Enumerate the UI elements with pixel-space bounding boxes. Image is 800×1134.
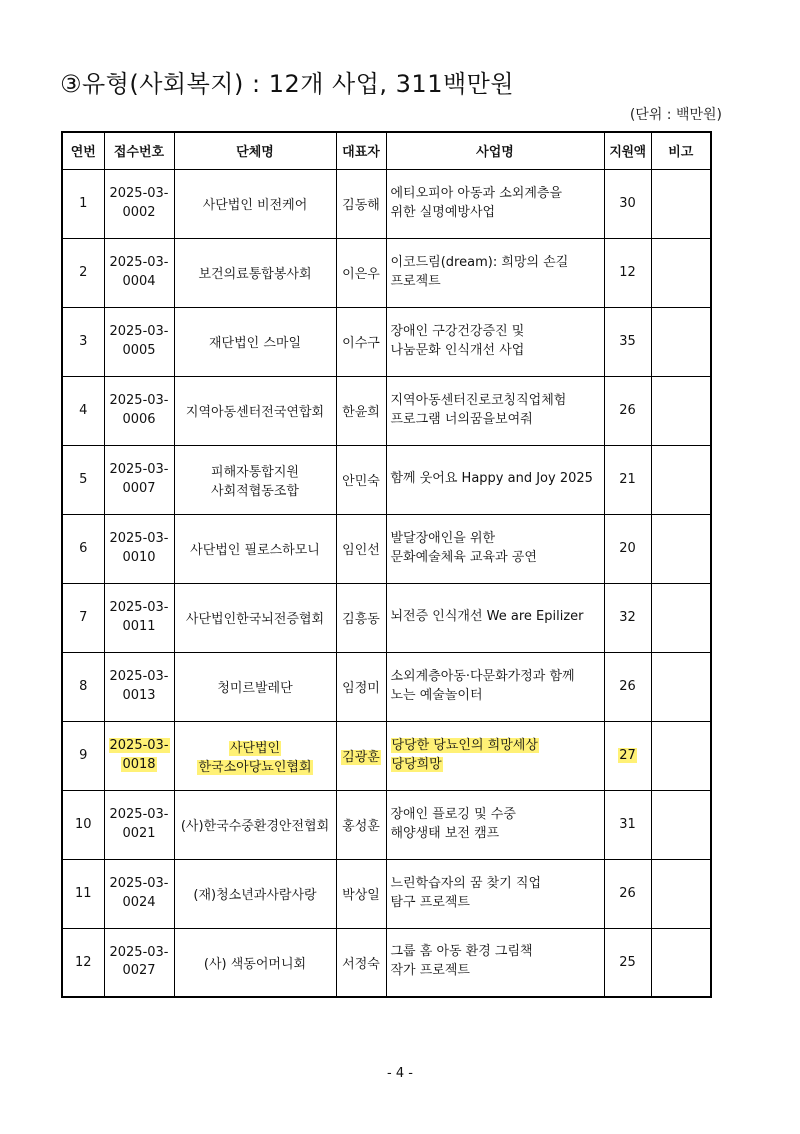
header-receipt: 접수번호 (104, 132, 174, 169)
project-name (386, 376, 604, 445)
representative-text: 임정미 (342, 681, 380, 696)
table-row (62, 445, 711, 514)
header-amount: 지원액 (604, 132, 651, 169)
representative (336, 238, 386, 307)
project-name-text: 노는 예술놀이터 (390, 687, 483, 703)
receipt-number-text: 0010 (122, 549, 156, 565)
receipt-number-text: 2025-03- (109, 324, 169, 340)
project-name (386, 514, 604, 583)
project-name-text: 그룹 홈 아동 환경 그림책 (390, 944, 533, 960)
table-row (62, 859, 711, 928)
project-name-text: 장애인 구강건강증진 및 (390, 323, 525, 339)
support-amount-text: 26 (619, 403, 636, 418)
support-amount (604, 583, 651, 652)
support-amount (604, 445, 651, 514)
support-amount-text: 27 (619, 748, 636, 763)
receipt-number (104, 238, 174, 307)
support-amount-text: 26 (619, 886, 636, 901)
row-number (62, 721, 104, 790)
support-amount-text: 21 (619, 472, 636, 487)
support-amount-text: 30 (619, 196, 636, 211)
support-amount-text: 35 (619, 334, 636, 349)
organization-name-text: (재)청소년과사람사랑 (193, 888, 317, 903)
header-org: 단체명 (174, 132, 336, 169)
organization-name-text: 사회적협동조합 (211, 483, 299, 499)
receipt-number-text: 2025-03- (109, 255, 169, 271)
organization-name-text: (사)한국수중환경안전협회 (180, 819, 330, 834)
project-name (386, 445, 604, 514)
support-amount-text: 31 (619, 817, 636, 832)
organization-name-text: 사단법인 필로스하모니 (190, 543, 320, 558)
receipt-number (104, 445, 174, 514)
organization-name (174, 583, 336, 652)
row-number-text: 3 (79, 334, 88, 349)
receipt-number (104, 790, 174, 859)
project-name (386, 583, 604, 652)
organization-name-text: 사단법인 비전케어 (202, 198, 308, 213)
project-name-text: 소외계층아동·다문화가정과 함께 (390, 668, 575, 684)
table-row (62, 790, 711, 859)
project-name-text: 함께 웃어요 Happy and Joy 2025 (390, 471, 593, 487)
project-name (386, 169, 604, 238)
representative-text: 김광훈 (342, 750, 380, 765)
representative (336, 583, 386, 652)
header-note: 비고 (651, 132, 711, 169)
note (651, 859, 711, 928)
project-name (386, 721, 604, 790)
note (651, 790, 711, 859)
receipt-number (104, 859, 174, 928)
receipt-number (104, 652, 174, 721)
receipt-number (104, 721, 174, 790)
note (651, 238, 711, 307)
row-number (62, 238, 104, 307)
receipt-number-text: 0024 (122, 894, 156, 910)
table-row (62, 238, 711, 307)
receipt-number-text: 0005 (122, 342, 156, 358)
support-amount-text: 12 (619, 265, 636, 280)
organization-name (174, 376, 336, 445)
organization-name (174, 790, 336, 859)
row-number (62, 514, 104, 583)
organization-name-text: 보건의료통합봉사회 (198, 267, 312, 282)
project-name-text: 탐구 프로젝트 (390, 894, 470, 910)
support-amount (604, 928, 651, 997)
project-name (386, 790, 604, 859)
organization-name-text: (사) 색동어머니회 (203, 956, 307, 972)
support-amount (604, 514, 651, 583)
receipt-number (104, 376, 174, 445)
row-number-text: 10 (74, 817, 92, 832)
support-amount-text: 26 (619, 679, 636, 694)
representative-text: 김동해 (342, 198, 380, 213)
receipt-number (104, 928, 174, 997)
receipt-number (104, 307, 174, 376)
organization-name (174, 445, 336, 514)
organization-name-text: 재단법인 스마일 (208, 336, 302, 351)
receipt-number-text: 2025-03- (109, 945, 169, 961)
representative (336, 790, 386, 859)
receipt-number-text: 0007 (122, 480, 156, 496)
row-number (62, 928, 104, 997)
support-amount (604, 790, 651, 859)
table-row (62, 721, 711, 790)
row-number (62, 652, 104, 721)
receipt-number-text: 0011 (122, 618, 156, 634)
project-name (386, 928, 604, 997)
project-name (386, 859, 604, 928)
project-name-text: 문화예술체육 교육과 공연 (390, 549, 537, 565)
table-row (62, 307, 711, 376)
organization-name (174, 307, 336, 376)
representative (336, 445, 386, 514)
row-number (62, 307, 104, 376)
project-name-text: 위한 실명예방사업 (390, 204, 496, 220)
note (651, 928, 711, 997)
unit-label: (단위 : 백만원) (629, 107, 722, 123)
table-row (62, 652, 711, 721)
project-name-text: 느린학습자의 꿈 찾기 직업 (390, 875, 542, 891)
representative (336, 652, 386, 721)
receipt-number-text: 0006 (122, 411, 156, 427)
representative-text: 임인선 (342, 543, 380, 558)
row-number (62, 445, 104, 514)
row-number-text: 2 (79, 265, 88, 280)
receipt-number-text: 2025-03- (109, 669, 169, 685)
receipt-number-text: 2025-03- (109, 738, 169, 754)
organization-name-text: 한국소아당뇨인협회 (198, 759, 312, 775)
representative-text: 이수구 (342, 336, 380, 351)
row-number-text: 5 (79, 472, 88, 487)
support-amount-text: 32 (619, 610, 636, 625)
note (651, 721, 711, 790)
project-name-text: 발달장애인을 위한 (390, 530, 496, 546)
receipt-number (104, 514, 174, 583)
row-number (62, 376, 104, 445)
page-title: ③유형(사회복지) : 12개 사업, 311백만원 (60, 70, 515, 98)
receipt-number-text: 2025-03- (109, 600, 169, 616)
representative (336, 859, 386, 928)
representative-text: 안민숙 (342, 474, 380, 489)
receipt-number-text: 2025-03- (109, 876, 169, 892)
row-number-text: 1 (79, 196, 88, 211)
support-amount (604, 652, 651, 721)
receipt-number-text: 0002 (122, 204, 156, 220)
project-name (386, 307, 604, 376)
organization-name (174, 721, 336, 790)
row-number-text: 12 (74, 954, 92, 970)
representative (336, 928, 386, 997)
note (651, 652, 711, 721)
representative-text: 서정숙 (342, 956, 380, 972)
note (651, 376, 711, 445)
project-name-text: 이코드림(dream): 희망의 손길 (390, 254, 569, 270)
project-name (386, 652, 604, 721)
support-amount (604, 238, 651, 307)
project-name-text: 프로젝트 (390, 273, 441, 289)
representative (336, 169, 386, 238)
header-project: 사업명 (386, 132, 604, 169)
project-table (61, 131, 712, 998)
organization-name-text: 지역아동센터전국연합회 (185, 405, 325, 420)
project-name-text: 장애인 플로깅 및 수중 (390, 806, 516, 822)
support-amount-text: 25 (619, 954, 636, 970)
organization-name-text: 청미르발레단 (217, 681, 293, 696)
receipt-number-text: 0018 (122, 756, 156, 772)
table-body (62, 169, 711, 997)
receipt-number-text: 2025-03- (109, 531, 169, 547)
row-number-text: 6 (79, 541, 88, 556)
row-number-text: 11 (74, 886, 92, 901)
project-name-text: 뇌전증 인식개선 We are Epilizer (390, 609, 584, 625)
representative (336, 721, 386, 790)
project-name-text: 나눔문화 인식개선 사업 (390, 342, 525, 358)
support-amount (604, 307, 651, 376)
receipt-number-text: 2025-03- (109, 393, 169, 409)
table-row (62, 583, 711, 652)
row-number (62, 790, 104, 859)
organization-name (174, 652, 336, 721)
representative (336, 514, 386, 583)
receipt-number-text: 2025-03- (109, 462, 169, 478)
row-number (62, 859, 104, 928)
receipt-number (104, 583, 174, 652)
table-header-row (62, 132, 711, 169)
note (651, 169, 711, 238)
representative-text: 이은우 (342, 267, 380, 282)
receipt-number-text: 0004 (122, 273, 156, 289)
note (651, 445, 711, 514)
organization-name-text: 사단법인 (229, 740, 281, 756)
organization-name (174, 859, 336, 928)
page-number: - 4 - (387, 1066, 413, 1081)
note (651, 307, 711, 376)
support-amount (604, 859, 651, 928)
header-rep: 대표자 (336, 132, 386, 169)
note (651, 583, 711, 652)
organization-name (174, 928, 336, 997)
representative-text: 한윤희 (342, 405, 380, 420)
receipt-number-text: 0013 (122, 687, 156, 703)
organization-name (174, 514, 336, 583)
representative-text: 홍성훈 (342, 819, 380, 834)
organization-name-text: 사단법인한국뇌전증협회 (185, 612, 325, 627)
project-name-text: 지역아동센터진로코칭직업체험 (390, 392, 567, 408)
table-row (62, 514, 711, 583)
project-name (386, 238, 604, 307)
representative (336, 376, 386, 445)
representative-text: 박상일 (342, 888, 380, 903)
support-amount (604, 169, 651, 238)
receipt-number-text: 2025-03- (109, 186, 169, 202)
project-name-text: 당당희망 (391, 756, 442, 772)
table-row (62, 169, 711, 238)
support-amount-text: 20 (619, 541, 636, 556)
project-name-text: 프로그램 너의꿈을보여줘 (390, 411, 533, 427)
representative-text: 김흥동 (342, 612, 380, 627)
organization-name-text: 피해자통합지원 (211, 464, 299, 480)
receipt-number-text: 0021 (122, 825, 156, 841)
row-number-text: 7 (79, 610, 88, 625)
organization-name (174, 169, 336, 238)
table-row (62, 928, 711, 997)
row-number-text: 8 (79, 679, 88, 694)
project-name-text: 에티오피아 아동과 소외계층을 (390, 185, 563, 201)
row-number (62, 583, 104, 652)
project-name-text: 당당한 당뇨인의 희망세상 (391, 737, 538, 753)
receipt-number-text: 2025-03- (109, 807, 169, 823)
row-number-text: 9 (79, 748, 88, 763)
project-name-text: 작가 프로젝트 (390, 963, 470, 979)
support-amount (604, 721, 651, 790)
organization-name (174, 238, 336, 307)
table-row (62, 376, 711, 445)
receipt-number (104, 169, 174, 238)
project-name-text: 해양생태 보전 캠프 (390, 825, 500, 841)
representative (336, 307, 386, 376)
support-amount (604, 376, 651, 445)
receipt-number-text: 0027 (122, 963, 156, 979)
header-no: 연번 (62, 132, 104, 169)
note (651, 514, 711, 583)
row-number (62, 169, 104, 238)
row-number-text: 4 (79, 403, 88, 418)
